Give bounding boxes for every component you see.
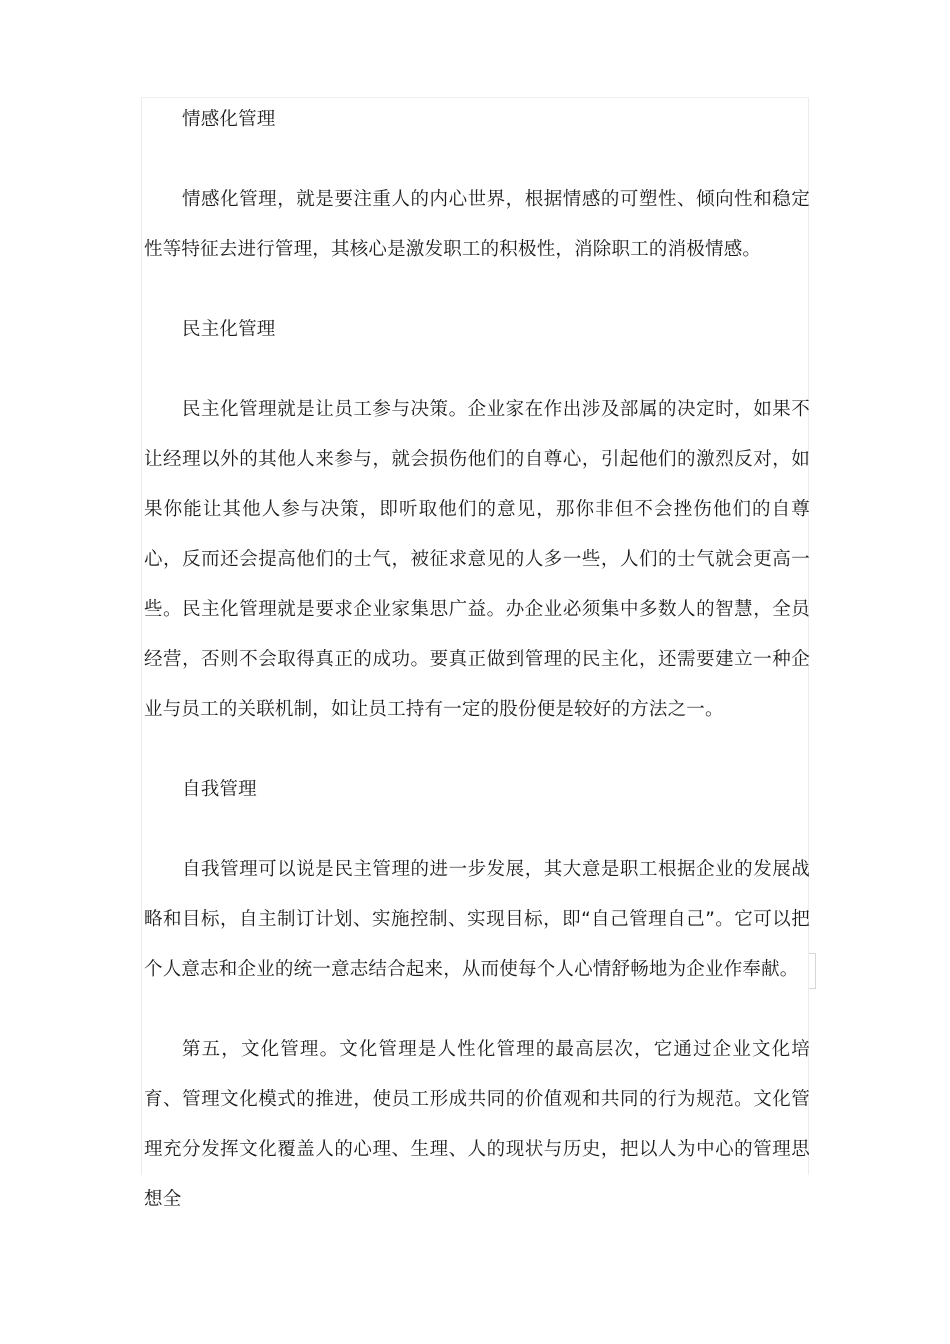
section-heading-self: 自我管理 [182, 779, 257, 800]
paragraph-emotional-management: 情感化管理，就是要注重人的内心世界，根据情感的可塑性、倾向性和稳定性等特征去进行管理，其核心是激发职工的积极性，消除职工的消极情感。 [144, 189, 810, 260]
document-body [144, 95, 810, 1255]
paragraph-self-management: 自我管理可以说是民主管理的进一步发展，其大意是职工根据企业的发展战略和目标，自主制订计划、实施控制、实现目标，即“自己管理自己”。它可以把个人意志和企业的统一意志结合起来，从而使每个人心情舒畅地为企业作奉献。 [144, 859, 810, 980]
paragraph-democratic-management: 民主化管理就是让员工参与决策。企业家在作出涉及部属的决定时，如果不让经理以外的其他人来参与，就会损伤他们的自尊心，引起他们的激烈反对，如果你能让其他人参与决策，即听取他们的意见，那你非但不会挫伤他们的自尊心，反而还会提高他们的士气，被征求意见的人多一些，人们的士气就会更高一些。民主化管理就是要求企业家集思广益。办企业必须集中多数人的智慧，全员经营，否则不会取得真正的成功。要真正做到管理的民主化，还需要建立一种企业与员工的关联机制，如让员工持有一定的股份便是较好的方法之一。 [144, 399, 810, 720]
bracket-mark [809, 953, 816, 989]
section-heading-democratic: 民主化管理 [182, 319, 276, 340]
paragraph-cultural-management: 第五，文化管理。文化管理是人性化管理的最高层次，它通过企业文化培育、管理文化模式的推进，使员工形成共同的价值观和共同的行为规范。文化管理充分发挥文化覆盖人的心理、生理、人的现状与历史，把以人为中心的管理思想全 [144, 1039, 810, 1210]
section-heading-emotional: 情感化管理 [182, 109, 276, 130]
